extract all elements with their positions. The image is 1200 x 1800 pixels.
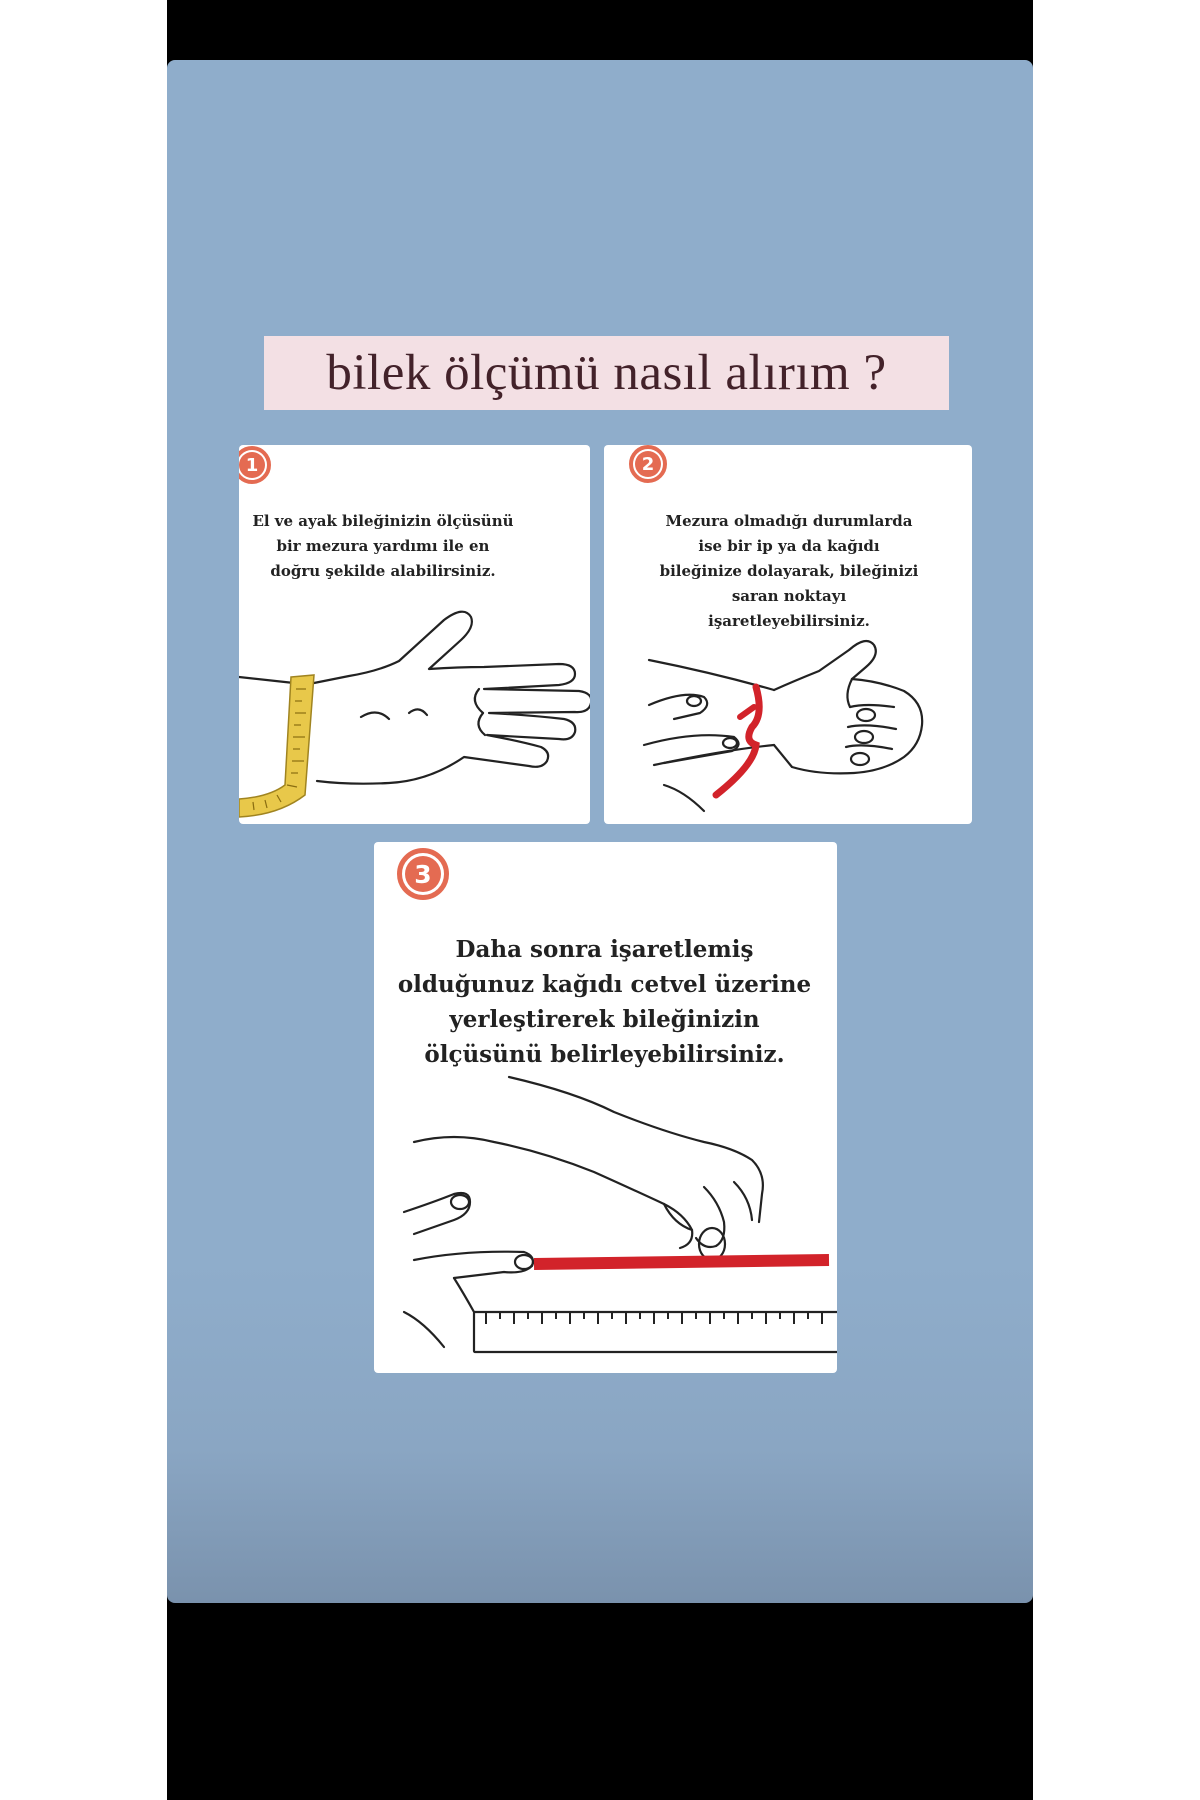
wrist-string-illustration bbox=[604, 445, 972, 824]
title-box bbox=[264, 336, 949, 410]
step-text-3: Daha sonra işaretlemiş olduğunuz kağıdı cetvel üzerine yerleştirerek bileğinizin ölçüsünü belirleyebilirsiniz. bbox=[397, 936, 812, 1068]
step-card-2 bbox=[604, 445, 972, 824]
story-panel bbox=[167, 60, 1033, 1603]
step-text-1: El ve ayak bileğinizin ölçüsünü bir mezura yardımı ile en doğru şekilde alabilirsiniz. bbox=[252, 512, 514, 580]
step-number-3: 3 bbox=[405, 856, 441, 892]
ruler-measure-illustration bbox=[374, 842, 837, 1373]
step-card-1 bbox=[239, 445, 590, 824]
page-title: bilek ölçümü nasıl alırım ? bbox=[326, 345, 887, 401]
step-card-3 bbox=[374, 842, 837, 1373]
step-text-2: Mezura olmadığı durumlarda ise bir ip ya da kağıdı bileğinize dolayarak, bileğinizi saran noktayı işaretleyebilirsiniz. bbox=[659, 512, 919, 630]
hand-tape-measure-illustration bbox=[239, 445, 590, 824]
step-number-2: 2 bbox=[635, 451, 661, 477]
step-number-1: 1 bbox=[239, 452, 265, 478]
